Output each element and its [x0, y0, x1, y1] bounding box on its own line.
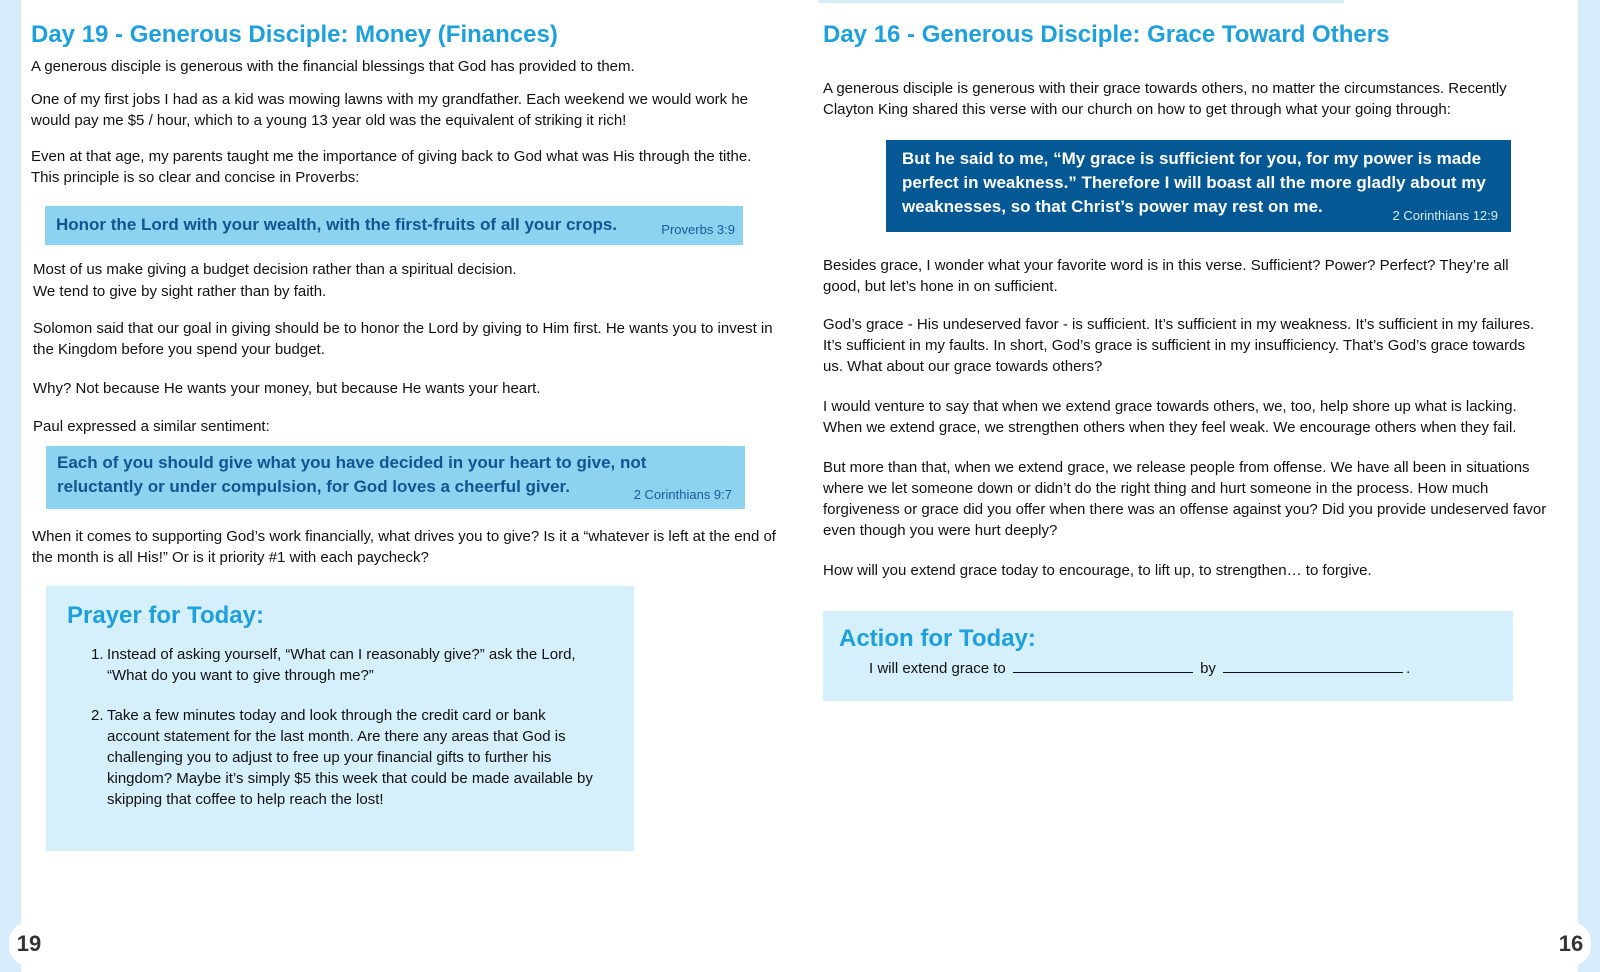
right-edge-band: [1578, 0, 1600, 972]
right-paragraph-1: A generous disciple is generous with their grace towards others, no matter the circumstances. Recently Clayton King shared this verse with our church on how to get through what your going through:: [823, 80, 1507, 118]
prayer-item-text: Instead of asking yourself, “What can I reasonably give?” ask the Lord, “What do you want to give through me?”: [107, 646, 576, 684]
verse-2-corinthians-12: [886, 140, 1511, 232]
prayer-item-text: Take a few minutes today and look through the credit card or bank account statement for the last month. Are there any areas that God is challenging you to adjust to free up your financial gifts to further his kingdom? Maybe it’s simply $5 this week that could be made available by skipping that coffee to help reach the lost!: [107, 707, 593, 808]
action-heading: Action for Today:: [839, 625, 1036, 652]
left-paragraph-5: Solomon said that our goal in giving should be to honor the Lord by giving to Him first. He wants you to invest in the Kingdom before you spend your budget.: [33, 320, 773, 358]
right-paragraph-3: God’s grace - His undeserved favor - is sufficient. It’s sufficient in my weakness. It’s sufficient in my failures. It’s sufficient in my faults. In short, God’s grace is sufficient in my insufficiency. That’s God’s grace towards us. What about our grace towards others?: [823, 316, 1535, 375]
left-paragraph-3: Even at that age, my parents taught me the importance of giving back to God what was His through the tithe. This principle is so clear and concise in Proverbs:: [31, 148, 752, 186]
left-paragraph-1: A generous disciple is generous with the financial blessings that God has provided to them.: [31, 58, 635, 75]
left-paragraph-8: When it comes to supporting God’s work financially, what drives you to give? Is it a “whatever is left at the end of the month is all His!” Or is it priority #1 with each paycheck?: [32, 528, 776, 566]
right-paragraph-6: How will you extend grace today to encourage, to lift up, to strengthen… to forgive.: [823, 562, 1372, 579]
right-paragraph-2: Besides grace, I wonder what your favorite word is in this verse. Sufficient? Power? Perfect? They’re all good, but let’s hone in on sufficient.: [823, 257, 1509, 295]
prayer-item-number: 2.: [91, 707, 104, 724]
action-prefix: I will extend grace to: [869, 660, 1006, 677]
action-blank-who[interactable]: [1013, 658, 1193, 673]
top-strip: [818, 0, 1344, 3]
action-blank-how[interactable]: [1223, 658, 1403, 673]
left-edge-band: [0, 0, 21, 972]
verse-proverbs-text: Honor the Lord with your wealth, with the first-fruits of all your crops.: [56, 215, 618, 234]
prayer-list: [91, 644, 601, 829]
verse-2-corinthians-12-text: But he said to me, “My grace is sufficient for you, for my power is made perfect in weakness.” Therefore I will boast all the more gladly about my weaknesses, so that Christ’s power may rest on me.: [902, 149, 1486, 216]
action-middle: by: [1200, 660, 1216, 677]
right-page-number: 16: [1551, 922, 1591, 966]
verse-2-corinthians-12-ref: 2 Corinthians 12:9: [1392, 208, 1498, 223]
action-suffix: .: [1406, 660, 1411, 677]
verse-2-corinthians-9: [46, 446, 745, 509]
prayer-item: [91, 644, 601, 686]
left-paragraph-4a: Most of us make giving a budget decision rather than a spiritual decision.: [33, 261, 517, 278]
verse-proverbs: [45, 206, 743, 245]
left-page-number: 19: [9, 922, 49, 966]
left-paragraph-6: Why? Not because He wants your money, but because He wants your heart.: [33, 380, 541, 397]
left-page-title: Day 19 - Generous Disciple: Money (Finances): [31, 21, 558, 48]
verse-proverbs-ref: Proverbs 3:9: [661, 222, 735, 237]
action-line: [869, 658, 1410, 679]
right-paragraph-4: I would venture to say that when we extend grace towards others, we, too, help shore up what is lacking. When we extend grace, we strengthen others when they feel weak. We encourage others when they fail.: [823, 398, 1517, 436]
prayer-item-number: 1.: [91, 646, 104, 663]
left-paragraph-4b: We tend to give by sight rather than by faith.: [33, 283, 327, 300]
prayer-heading: Prayer for Today:: [67, 602, 264, 629]
action-box: [823, 611, 1513, 701]
left-paragraph-2: One of my first jobs I had as a kid was mowing lawns with my grandfather. Each weekend we would work he would pay me $5 / hour, which to a young 13 year old was the equivalent of striking it rich!: [31, 91, 749, 129]
right-paragraph-5: But more than that, when we extend grace, we release people from offense. We have all been in situations where we let someone down or didn’t do the right thing and hurt someone in the process. How much forgiveness or grace did you offer when there was an offense against you? Did you provide undeserved favor even though you were hurt deeply?: [823, 459, 1547, 539]
verse-2-corinthians-9-text: Each of you should give what you have decided in your heart to give, not reluctantly or under compulsion, for God loves a cheerful giver.: [57, 453, 647, 496]
prayer-box: [46, 586, 634, 851]
prayer-item: [91, 705, 601, 810]
verse-2-corinthians-9-ref: 2 Corinthians 9:7: [633, 487, 732, 502]
right-page-title: Day 16 - Generous Disciple: Grace Toward Others: [823, 21, 1390, 48]
left-paragraph-7: Paul expressed a similar sentiment:: [33, 418, 270, 435]
